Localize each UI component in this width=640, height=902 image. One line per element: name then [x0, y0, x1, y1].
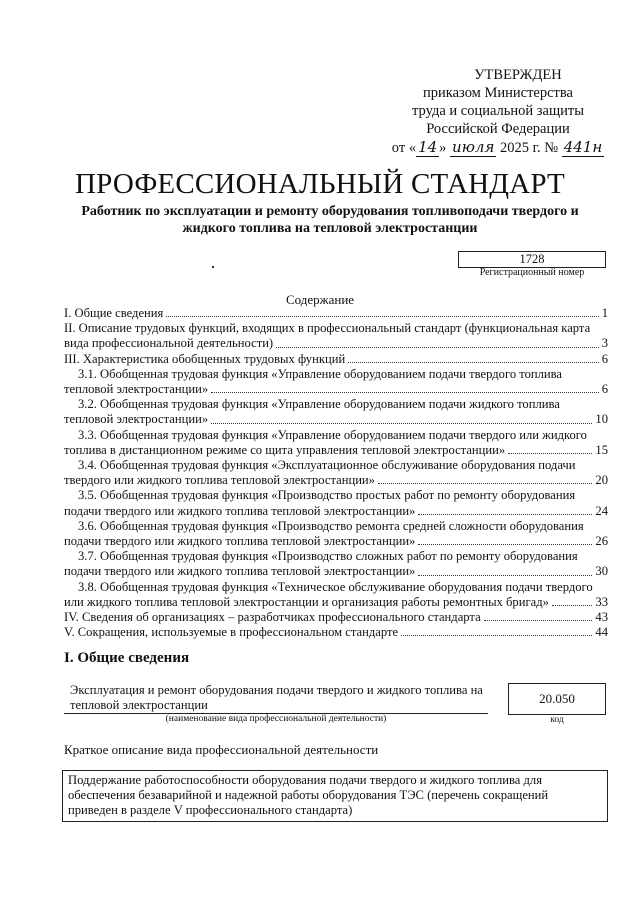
- toc-entry[interactable]: [64, 595, 608, 610]
- code-label: код: [550, 715, 564, 725]
- toc-page-number: 15: [595, 442, 608, 457]
- toc-entry-line: 3.1. Обобщенная трудовая функция «Управление оборудованием подачи твердого топлива: [78, 366, 563, 381]
- approval-line-approved: УТВЕРЖДЕН: [474, 67, 562, 83]
- toc-entry[interactable]: [64, 534, 608, 549]
- toc-entry[interactable]: [64, 443, 608, 458]
- toc-entry-line: 3.7. Обобщенная трудовая функция «Производство сложных работ по ремонту оборудования: [78, 549, 578, 564]
- toc-page-number: 33: [595, 594, 608, 609]
- toc-dot-leader: [418, 514, 592, 515]
- toc-entry-title: вида профессиональной деятельности): [64, 336, 274, 351]
- order-number: 441н: [563, 138, 603, 156]
- scan-dot: [212, 266, 214, 268]
- document-title: ПРОФЕССИОНАЛЬНЫЙ СТАНДАРТ: [75, 168, 565, 200]
- toc-dot-leader: [211, 423, 592, 424]
- date-year: 2025 г. №: [500, 140, 559, 156]
- table-of-contents: [64, 306, 608, 640]
- toc-entry-title: тепловой электростанции»: [64, 382, 209, 397]
- toc-entry-title: подачи твердого или жидкого топлива тепловой электростанции»: [64, 564, 416, 579]
- toc-page-number: 20: [595, 473, 608, 488]
- toc-dot-leader: [418, 575, 592, 576]
- toc-entry-line: 3.2. Обобщенная трудовая функция «Управление оборудованием подачи жидкого топлива: [78, 397, 560, 412]
- toc-entry-title: III. Характеристика обобщенных трудовых функций: [64, 351, 346, 366]
- activity-label: (наименование вида профессиональной деятельности): [165, 714, 387, 724]
- toc-dot-leader: [276, 347, 599, 348]
- toc-page-number: 6: [601, 351, 608, 366]
- brief-description-label: Краткое описание вида профессиональной деятельности: [64, 742, 379, 757]
- toc-entry-title: или жидкого топлива тепловой электростанции и организация работы ремонтных бригад»: [64, 594, 549, 609]
- date-month: июля: [452, 138, 495, 156]
- toc-dot-leader: [508, 453, 592, 454]
- toc-entry-title: I. Общие сведения: [64, 306, 164, 320]
- toc-entry[interactable]: [64, 564, 608, 579]
- toc-page-number: 10: [595, 412, 608, 427]
- toc-page-number: 24: [595, 503, 608, 518]
- toc-entry-title: V. Сокращения, используемые в профессиональном стандарте: [64, 625, 399, 640]
- registration-label: Регистрационный номер: [479, 267, 585, 278]
- toc-entry[interactable]: [64, 336, 608, 351]
- toc-page-number: 26: [595, 534, 608, 549]
- toc-entry-line: 3.8. Обобщенная трудовая функция «Техническое обслуживание оборудования подачи твердого: [78, 579, 593, 594]
- toc-heading: Содержание: [285, 292, 355, 307]
- toc-dot-leader: [211, 392, 599, 393]
- toc-dot-leader: [378, 483, 592, 484]
- toc-dot-leader: [418, 544, 592, 545]
- toc-dot-leader: [348, 362, 599, 363]
- toc-entry[interactable]: [64, 504, 608, 519]
- toc-entry-title: подачи твердого или жидкого топлива тепловой электростанции»: [64, 534, 416, 549]
- toc-entry-title: топлива в дистанционном режиме со щита управления тепловой электростанции»: [64, 442, 506, 457]
- toc-page-number: 44: [595, 625, 608, 640]
- toc-entry[interactable]: [64, 473, 608, 488]
- toc-page-number: 3: [601, 336, 608, 351]
- toc-entry-line: 3.5. Обобщенная трудовая функция «Производство простых работ по ремонту оборудования: [78, 488, 576, 503]
- toc-entry-title: подачи твердого или жидкого топлива тепловой электростанции»: [64, 503, 416, 518]
- section-1-heading: I. Общие сведения: [64, 650, 190, 666]
- activity-code: 20.050: [508, 683, 606, 715]
- toc-entry-line: 3.4. Обобщенная трудовая функция «Эксплуатационное обслуживание оборудования подачи: [78, 458, 576, 473]
- toc-dot-leader: [401, 635, 592, 636]
- brief-description-text: Поддержание работоспособности оборудования подачи твердого и жидкого топлива для обеспечения безаварийной и надежной работы оборудования ТЭС (перечень сокращений приведен в разделе V профессионального стандарта): [68, 773, 549, 817]
- toc-entry[interactable]: [64, 412, 608, 427]
- toc-entry-title: тепловой электростанции»: [64, 412, 209, 427]
- approval-line-order: приказом Министерства: [423, 85, 573, 101]
- toc-entry[interactable]: [64, 610, 608, 625]
- toc-entry[interactable]: [64, 382, 608, 397]
- toc-entry[interactable]: [64, 625, 608, 640]
- toc-page-number: 1: [601, 306, 608, 320]
- toc-entry-title: IV. Сведения об организациях – разработчиках профессионального стандарта: [64, 610, 481, 625]
- toc-dot-leader: [484, 620, 593, 621]
- activity-name: Эксплуатация и ремонт оборудования подачи твердого и жидкого топлива на тепловой электростанции: [70, 683, 483, 712]
- toc-entry-line: 3.3. Обобщенная трудовая функция «Управление оборудованием подачи твердого или жидкого: [78, 427, 587, 442]
- toc-dot-leader: [552, 605, 592, 606]
- approval-stamp: [386, 66, 610, 157]
- approval-date: [386, 138, 610, 157]
- toc-entry[interactable]: [64, 306, 608, 321]
- date-prefix: от «: [391, 140, 417, 156]
- toc-entry[interactable]: [64, 352, 608, 367]
- registration-number: 1728: [458, 251, 606, 268]
- date-day: 14: [418, 138, 438, 156]
- toc-page-number: 43: [595, 610, 608, 625]
- approval-line-country: Российской Федерации: [426, 121, 570, 137]
- toc-entry-title: твердого или жидкого топлива тепловой электростанции»: [64, 473, 375, 488]
- toc-page-number: 6: [601, 382, 608, 397]
- toc-entry-line: II. Описание трудовых функций, входящих в профессиональный стандарт (функциональная карта: [64, 321, 591, 336]
- date-mid: »: [439, 140, 447, 156]
- approval-line-ministry: труда и социальной защиты: [412, 103, 584, 119]
- document-subtitle: Работник по эксплуатации и ремонту оборудования топливоподачи твердого и жидкого топлива на тепловой электростанции: [81, 204, 579, 236]
- toc-page-number: 30: [595, 564, 608, 579]
- toc-dot-leader: [166, 316, 598, 317]
- toc-entry-line: 3.6. Обобщенная трудовая функция «Производство ремонта средней сложности оборудования: [78, 518, 584, 533]
